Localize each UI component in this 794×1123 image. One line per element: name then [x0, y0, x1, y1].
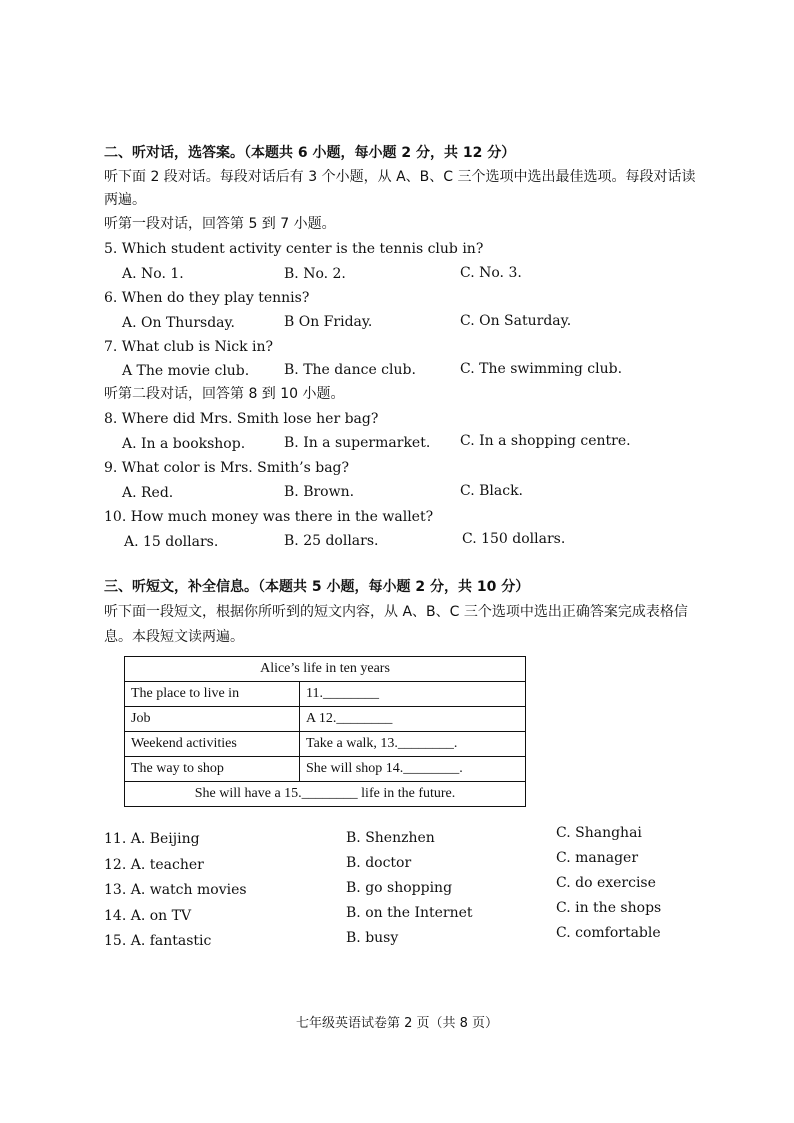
q8-option-c: C. In a shopping centre. — [460, 433, 631, 449]
q14-option-b: B. on the Internet — [346, 905, 473, 921]
table-row-label: Job — [125, 707, 300, 732]
section2-instruction-line1: 听下面 2 段对话。每段对话后有 3 个小题，从 A、B、C 三个选项中选出最佳选项。每段对话读 — [104, 169, 696, 185]
table-row-value: A 12.________ — [300, 707, 526, 732]
q9-option-b: B. Brown. — [284, 484, 355, 500]
q6-option-a: A. On Thursday. — [122, 315, 236, 331]
question-8: 8. Where did Mrs. Smith lose her bag? — [104, 411, 379, 427]
q5-option-a: A. No. 1. — [122, 266, 184, 282]
table-title-row — [125, 657, 526, 682]
q11-option-b: B. Shenzhen — [346, 830, 435, 846]
table-row-value: 11.________ — [300, 682, 526, 707]
q7-option-a: A The movie club. — [122, 363, 250, 379]
q13-option-b: B. go shopping — [346, 880, 453, 896]
alice-life-table — [124, 656, 526, 807]
question-7: 7. What club is Nick in? — [104, 339, 273, 355]
q12-option-c: C. manager — [556, 850, 639, 866]
q5-option-b: B. No. 2. — [284, 266, 346, 282]
q7-option-b: B. The dance club. — [284, 362, 416, 378]
q11-option-a: 11. A. Beijing — [104, 831, 200, 847]
q13-option-c: C. do exercise — [556, 875, 656, 891]
table-footer: She will have a 15.________ life in the future. — [125, 782, 526, 807]
table-row — [125, 707, 526, 732]
q14-option-c: C. in the shops — [556, 900, 662, 916]
section3-heading: 三、听短文，补全信息。（本题共 5 小题，每小题 2 分，共 10 分） — [104, 579, 530, 595]
section3-instruction-line1: 听下面一段短文，根据你所听到的短文内容，从 A、B、C 三个选项中选出正确答案完成表格信 — [104, 604, 688, 620]
q8-option-a: A. In a bookshop. — [122, 436, 246, 452]
question-5: 5. Which student activity center is the tennis club in? — [104, 241, 484, 257]
table-row-label: Weekend activities — [125, 732, 300, 757]
table-title: Alice’s life in ten years — [125, 657, 526, 682]
q15-option-b: B. busy — [346, 930, 399, 946]
q9-option-c: C. Black. — [460, 483, 523, 499]
section2-instruction-line2: 两遍。 — [104, 192, 146, 208]
dialogue1-label: 听第一段对话，回答第 5 到 7 小题。 — [104, 216, 336, 232]
q15-option-c: C. comfortable — [556, 925, 661, 941]
table-footer-row — [125, 782, 526, 807]
q15-option-a: 15. A. fantastic — [104, 933, 212, 949]
table-row — [125, 682, 526, 707]
q7-option-c: C. The swimming club. — [460, 361, 623, 377]
q10-option-c: C. 150 dollars. — [462, 531, 566, 547]
dialogue2-label: 听第二段对话，回答第 8 到 10 小题。 — [104, 386, 345, 402]
q11-option-c: C. Shanghai — [556, 825, 642, 841]
q8-option-b: B. In a supermarket. — [284, 435, 431, 451]
question-10: 10. How much money was there in the wallet? — [104, 509, 434, 525]
table-row-value: She will shop 14.________. — [300, 757, 526, 782]
question-6: 6. When do they play tennis? — [104, 290, 310, 306]
q6-option-c: C. On Saturday. — [460, 313, 572, 329]
q12-option-b: B. doctor — [346, 855, 412, 871]
table-row — [125, 732, 526, 757]
table-row-label: The place to live in — [125, 682, 300, 707]
question-9: 9. What color is Mrs. Smith’s bag? — [104, 460, 350, 476]
page-footer: 七年级英语试卷第 2 页（共 8 页） — [295, 1016, 499, 1031]
q9-option-a: A. Red. — [122, 485, 174, 501]
q5-option-c: C. No. 3. — [460, 265, 522, 281]
q12-option-a: 12. A. teacher — [104, 857, 204, 873]
section2-heading: 二、听对话，选答案。（本题共 6 小题，每小题 2 分，共 12 分） — [104, 145, 516, 161]
table-row-label: The way to shop — [125, 757, 300, 782]
q10-option-b: B. 25 dollars. — [284, 533, 379, 549]
q14-option-a: 14. A. on TV — [104, 908, 192, 924]
q6-option-b: B On Friday. — [284, 314, 373, 330]
q13-option-a: 13. A. watch movies — [104, 882, 247, 898]
table-row-value: Take a walk, 13.________. — [300, 732, 526, 757]
q10-option-a: A. 15 dollars. — [124, 534, 219, 550]
table-row — [125, 757, 526, 782]
section3-instruction-line2: 息。本段短文读两遍。 — [104, 629, 244, 645]
